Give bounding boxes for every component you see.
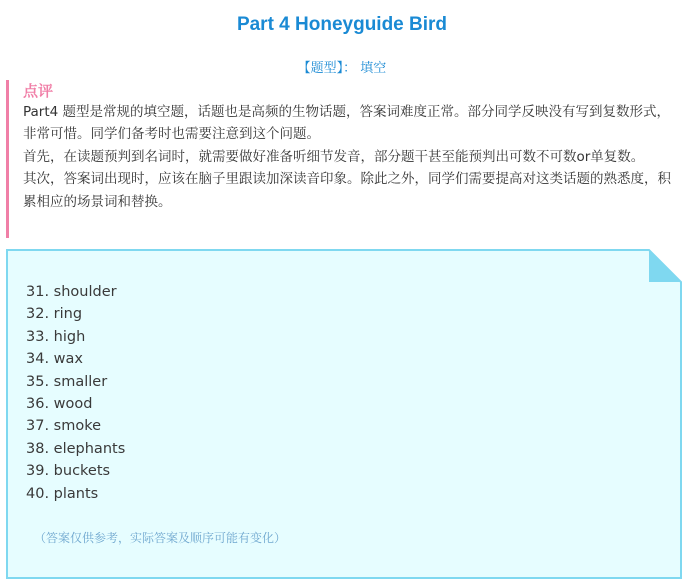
answer-item: 40. plants (26, 485, 99, 502)
answer-item: 34. wax (26, 351, 83, 368)
answer-item: 37. smoke (26, 418, 102, 435)
disclaimer-note: （答案仅供参考，实际答案及顺序可能有变化） (34, 531, 287, 545)
answer-item: 31. shoulder (26, 284, 117, 300)
answer-item: 38. elephants (26, 440, 126, 457)
review-paragraph: 其次，答案词出现时，应该在脑子里跟读加深读音印象。除此之外，同学们需要提高对这类话题的熟悉度，积累相应的场景词和替换。 (23, 171, 671, 210)
page-title: Part 4 Honeyguide Bird (236, 14, 448, 35)
review-section (6, 80, 674, 238)
review-body (23, 101, 674, 213)
answer-item: 39. buckets (26, 463, 111, 480)
review-paragraph: 首先，在读题预判到名词时，就需要做好准备听细节发音，部分题干甚至能预判出可数不可数or单复数。 (23, 148, 645, 165)
folded-corner-icon (649, 250, 681, 282)
answer-item: 36. wood (26, 396, 93, 413)
answer-item: 32. ring (26, 306, 83, 323)
answer-item: 35. smaller (26, 373, 108, 390)
answer-box (6, 249, 682, 579)
answer-list (26, 281, 125, 505)
review-heading: 点评 (23, 82, 54, 100)
question-type-label: 【题型】： 填空 (297, 61, 387, 76)
review-paragraph: Part4 题型是常规的填空题，话题也是高频的生物话题，答案词难度正常。部分同学反映没有写到复数形式，非常可惜。同学们备考时也需要注意到这个问题。 (23, 104, 671, 143)
answer-item: 33. high (26, 328, 86, 345)
